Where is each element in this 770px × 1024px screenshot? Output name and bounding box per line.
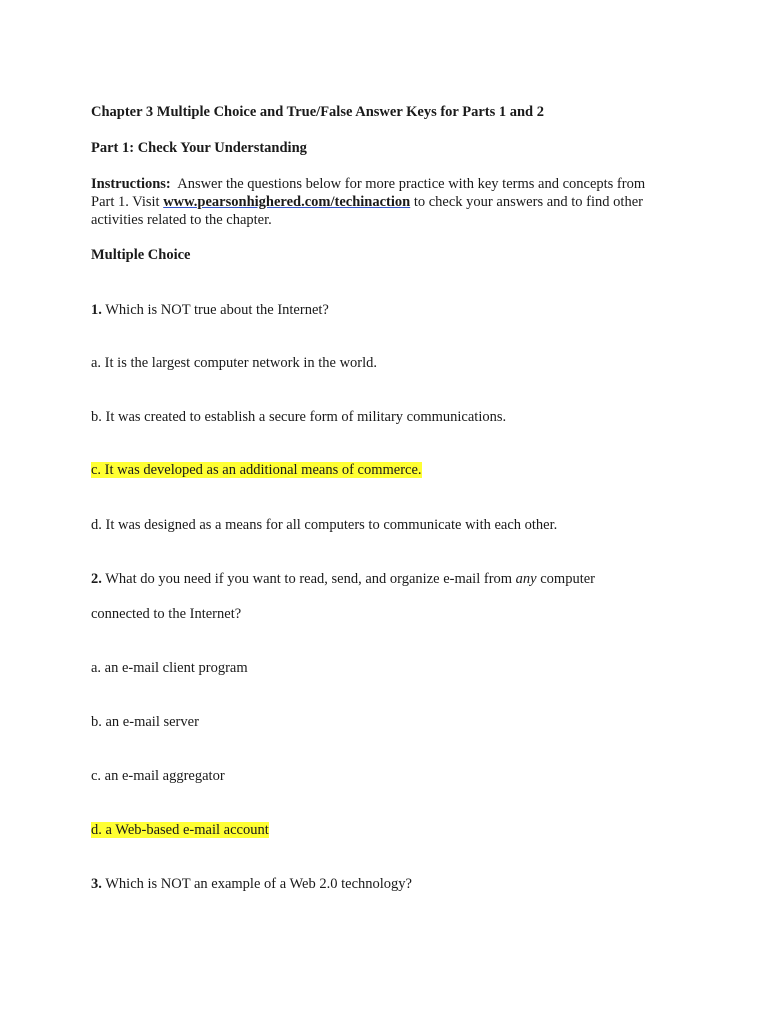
question-1-number: 1. bbox=[91, 302, 102, 318]
instructions-label: Instructions: bbox=[91, 176, 171, 192]
instructions-text-1: Answer the questions below for more practice with key terms and concepts from bbox=[177, 176, 646, 192]
question-2-option-a: a. an e-mail client program bbox=[91, 660, 248, 676]
question-1-option-b: b. It was created to establish a secure form of military communications. bbox=[91, 409, 507, 425]
part-heading: Part 1: Check Your Understanding bbox=[91, 140, 307, 156]
section-heading: Multiple Choice bbox=[91, 247, 191, 263]
question-2-option-c: c. an e-mail aggregator bbox=[91, 768, 225, 784]
question-1-option-a: a. It is the largest computer network in the world. bbox=[91, 355, 378, 371]
instructions-line-2 bbox=[91, 193, 643, 211]
question-3-number: 3. bbox=[91, 876, 102, 892]
question-2-option-b: b. an e-mail server bbox=[91, 714, 199, 730]
question-2-line-2: connected to the Internet? bbox=[91, 606, 242, 622]
document-title: Chapter 3 Multiple Choice and True/False Answer Keys for Parts 1 and 2 bbox=[91, 104, 544, 120]
question-2-text-before: What do you need if you want to read, send, and organize e-mail from bbox=[101, 571, 516, 587]
answer-highlight: c. It was developed as an additional means of commerce. bbox=[91, 462, 422, 478]
question-3-text: Which is NOT an example of a Web 2.0 technology? bbox=[101, 876, 412, 892]
answer-highlight: d. a Web-based e-mail account bbox=[91, 822, 269, 838]
question-1-option-d: d. It was designed as a means for all computers to communicate with each other. bbox=[91, 517, 558, 533]
question-1 bbox=[91, 301, 329, 319]
question-1-option-c-answer bbox=[91, 461, 422, 479]
pearson-link[interactable]: www.pearsonhighered.com/techinaction bbox=[163, 194, 411, 210]
instructions-line-3: activities related to the chapter. bbox=[91, 212, 272, 228]
instructions-text-2-suffix: to check your answers and to find other bbox=[410, 194, 643, 210]
question-1-text: Which is NOT true about the Internet? bbox=[101, 302, 329, 318]
question-2-text-after: computer bbox=[536, 571, 595, 587]
question-3 bbox=[91, 875, 412, 893]
question-2-option-d-answer bbox=[91, 821, 269, 839]
question-2 bbox=[91, 570, 595, 588]
question-2-emphasis: any bbox=[515, 571, 537, 587]
instructions-line-1 bbox=[91, 175, 645, 193]
question-2-number: 2. bbox=[91, 571, 102, 587]
instructions-text-2-prefix: Part 1. Visit bbox=[91, 194, 164, 210]
